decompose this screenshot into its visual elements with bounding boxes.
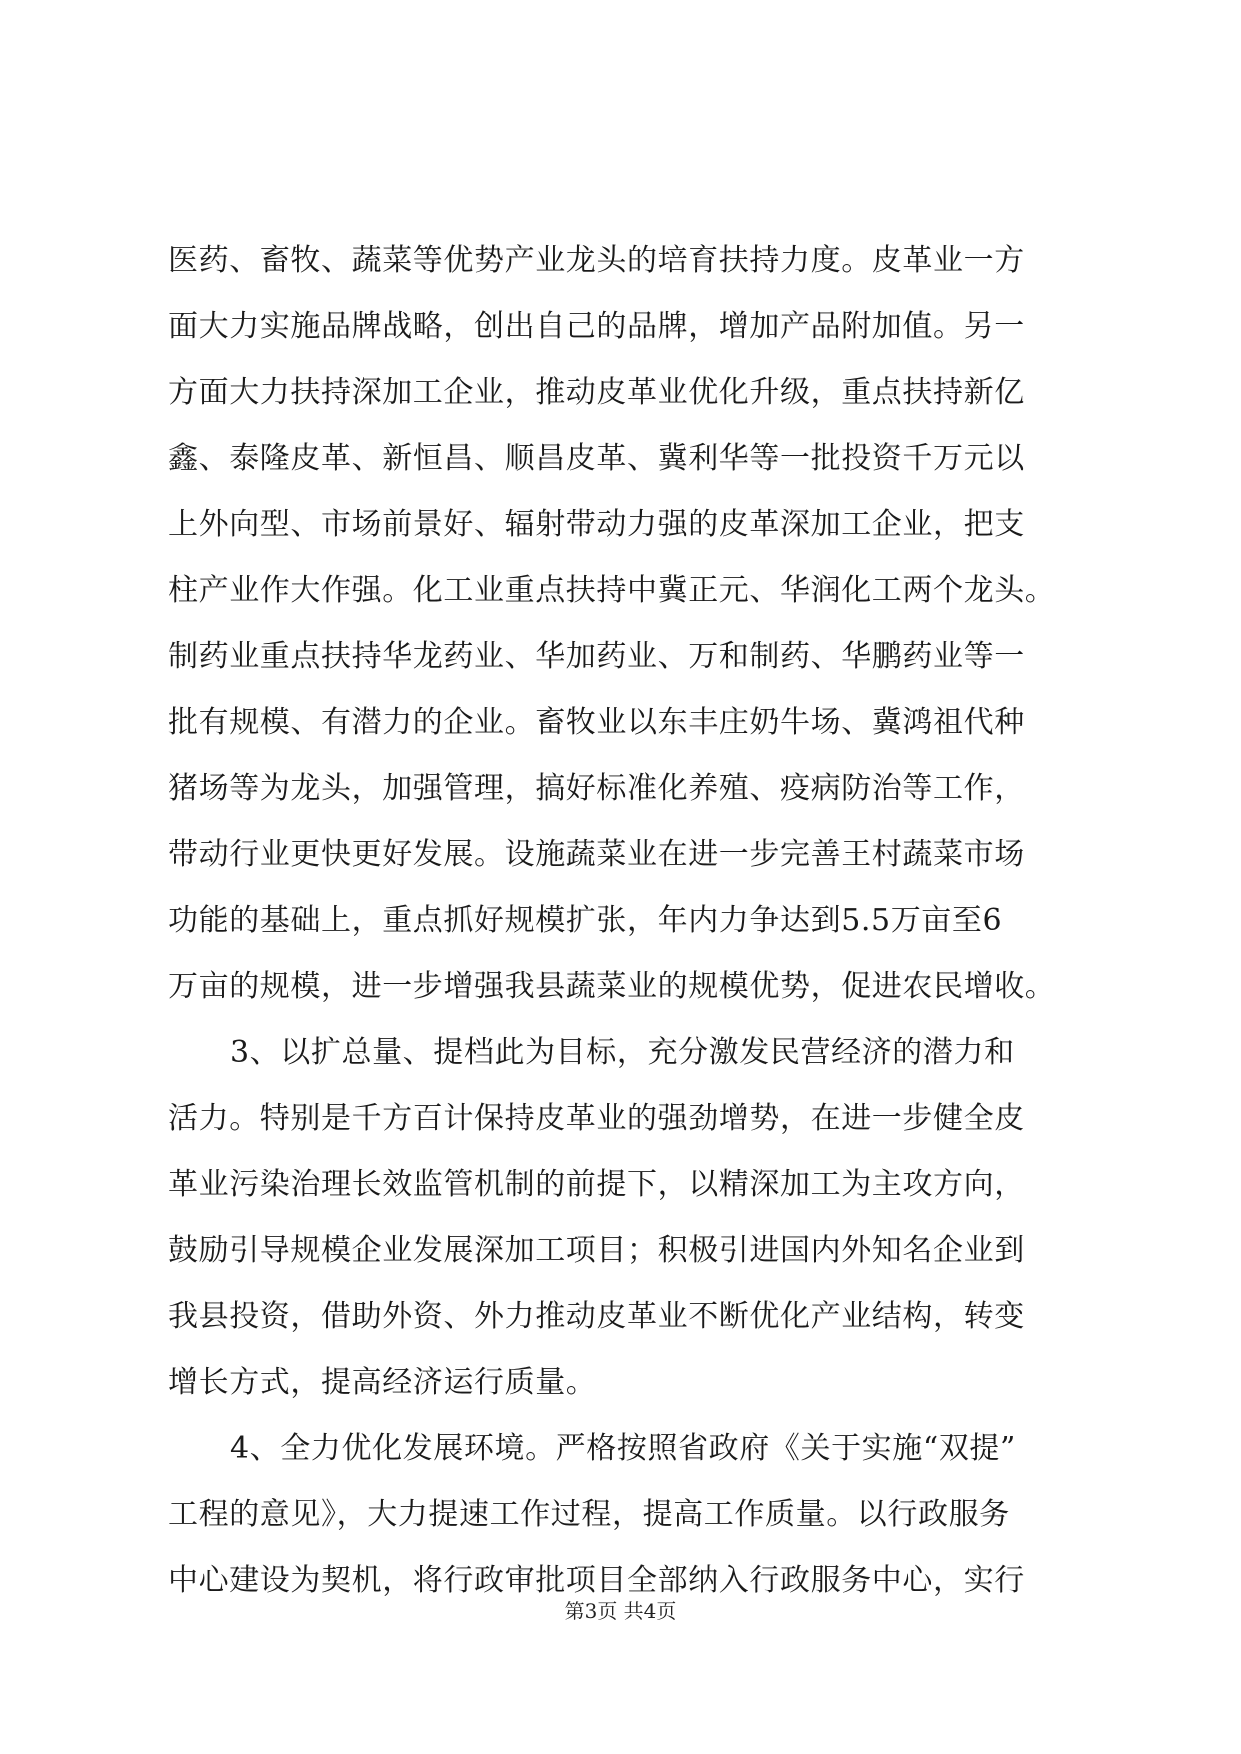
paragraph-start-line: 4、全力优化发展环境。严格按照省政府《关于实施“双提” [230,1431,1016,1466]
text-line: 鼓励引导规模企业发展深加工项目；积极引进国内外知名企业到 [168,1233,1025,1268]
text-line: 医药、畜牧、蔬菜等优势产业龙头的培育扶持力度。皮革业一方 [168,243,1025,278]
page-number-footer: 第3页 共4页 [564,1599,677,1623]
text-line: 鑫、泰隆皮革、新恒昌、顺昌皮革、冀利华等一批投资千万元以 [168,441,1025,476]
text-line: 革业污染治理长效监管机制的前提下，以精深加工为主攻方向， [168,1167,1025,1202]
text-line: 柱产业作大作强。化工业重点扶持中冀正元、华润化工两个龙头。 [168,573,1056,608]
text-line: 批有规模、有潜力的企业。畜牧业以东丰庄奶牛场、冀鸿祖代种 [168,705,1025,740]
text-line: 功能的基础上，重点抓好规模扩张，年内力争达到5.5万亩至6 [168,903,1003,938]
text-line: 增长方式，提高经济运行质量。 [168,1365,597,1400]
document-body [168,228,1088,1614]
text-line: 面大力实施品牌战略，创出自己的品牌，增加产品附加值。另一 [168,309,1025,344]
text-line: 制药业重点扶持华龙药业、华加药业、万和制药、华鹏药业等一 [168,639,1025,674]
text-line: 工程的意见》，大力提速工作过程，提高工作质量。以行政服务 [168,1497,1010,1532]
text-line: 猪场等为龙头，加强管理，搞好标准化养殖、疫病防治等工作， [168,771,1025,806]
text-line: 万亩的规模，进一步增强我县蔬菜业的规模优势，促进农民增收。 [168,969,1056,1004]
text-line: 我县投资，借助外资、外力推动皮革业不断优化产业结构，转变 [168,1299,1025,1334]
text-line: 方面大力扶持深加工企业，推动皮革业优化升级，重点扶持新亿 [168,375,1025,410]
text-line: 上外向型、市场前景好、辐射带动力强的皮革深加工企业，把支 [168,507,1025,542]
text-line: 中心建设为契机，将行政审批项目全部纳入行政服务中心，实行 [168,1563,1025,1598]
text-line: 带动行业更快更好发展。设施蔬菜业在进一步完善王村蔬菜市场 [168,837,1025,872]
paragraph-start-line: 3、以扩总量、提档此为目标，充分激发民营经济的潜力和 [230,1035,1015,1070]
text-line: 活力。特别是千方百计保持皮革业的强劲增势，在进一步健全皮 [168,1101,1025,1136]
